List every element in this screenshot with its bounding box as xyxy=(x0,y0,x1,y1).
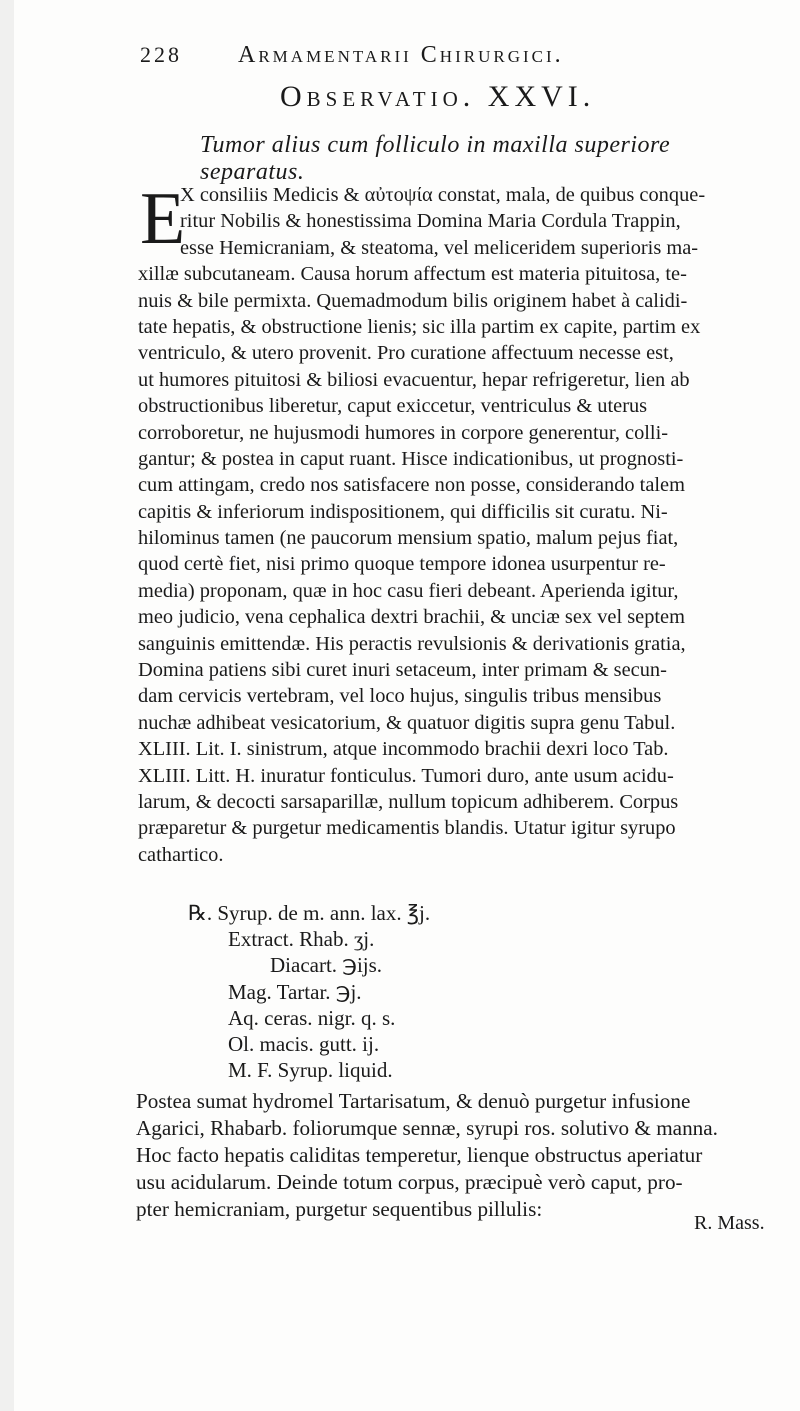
text-line: Postea sumat hydromel Tartarisatum, & denuò purgetur infusione xyxy=(136,1089,691,1113)
text-line: XLIII. Lit. I. sinistrum, atque incommodo brachii dexri loco Tab. xyxy=(138,738,669,761)
text-line: Agarici, Rhabarb. foliorumque sennæ, syrupi ros. solutivo & manna. xyxy=(136,1116,718,1140)
text-line: hilominus tamen (ne paucorum mensium spatio, malum pejus fiat, xyxy=(138,527,679,550)
text-line: Domina patiens sibi curet inuri setaceum, inter primam & secun- xyxy=(138,659,667,682)
text-line: quod certè fiet, nisi primo quoque tempore idonea usurpentur re- xyxy=(138,553,666,576)
text-line: pter hemicraniam, purgetur sequentibus pillulis: xyxy=(136,1197,543,1221)
text-line: corroboretur, ne hujusmodi humores in corpore generentur, colli- xyxy=(138,421,669,444)
text-line: esse Hemicraniam, & steatoma, vel meliceridem superioris ma- xyxy=(180,236,699,259)
text-line: tate hepatis, & obstructione lienis; sic illa partim ex capite, partim ex xyxy=(138,315,701,338)
page-number: 228 xyxy=(140,42,182,67)
running-title: Armamentarii Chirurgici. xyxy=(238,42,564,68)
recipe-line: Aq. ceras. nigr. q. s. xyxy=(228,1005,396,1030)
recipe-line: Diacart. ℈ijs. xyxy=(270,953,383,978)
text-line: meo judicio, vena cephalica dextri brachii, & unciæ sex vel septem xyxy=(138,606,685,629)
text-line: nuchæ adhibeat vesicatorium, & quatuor digitis supra genu Tabul. xyxy=(138,711,676,734)
observation-heading: Observatio. XXVI. xyxy=(280,80,596,113)
text-line: cum attingam, credo nos satisfacere non posse, considerando talem xyxy=(138,474,685,497)
text-line: cathartico. xyxy=(138,843,224,866)
text-line: Hoc facto hepatis caliditas temperetur, lienque obstructus aperiatur xyxy=(136,1143,703,1167)
text-line: nuis & bile permixta. Quemadmodum bilis originem habet à calidi- xyxy=(138,289,688,312)
text-line: XLIII. Litt. H. inuratur fonticulus. Tumori duro, ante usum acidu- xyxy=(138,764,674,787)
text-line: capitis & inferiorum indispositionem, qui difficilis sit curatu. Ni- xyxy=(138,500,668,523)
observation-subtitle: Tumor alius cum folliculo in maxilla superiore separatus. xyxy=(200,132,671,185)
page-edge-shadow xyxy=(0,0,14,1411)
recipe-line: ℞. Syrup. de m. ann. lax. ℥j. xyxy=(188,901,431,925)
text-line: obstructionibus liberetur, caput exiccetur, ventriculus & uterus xyxy=(138,395,648,418)
text-line: usu acidularum. Deinde totum corpus, præcipuè verò caput, pro- xyxy=(136,1170,683,1194)
drop-cap: E xyxy=(140,178,186,260)
text-line: ut humores pituitosi & biliosi evacuentur, hepar refrigeretur, lien ab xyxy=(138,368,690,391)
text-line: ventriculo, & utero provenit. Pro curatione affectuum necesse est, xyxy=(138,342,674,365)
catchword: R. Mass. xyxy=(694,1212,765,1234)
recipe-line: Extract. Rhab. ʒj. xyxy=(228,927,375,952)
prescription-block xyxy=(188,900,588,1083)
running-head xyxy=(140,42,780,76)
recipe-line: Mag. Tartar. ℈j. xyxy=(228,979,362,1004)
text-line: gantur; & postea in caput ruant. Hisce indicationibus, ut prognosti- xyxy=(138,447,684,470)
text-line: xillæ subcutaneam. Causa horum affectum est materia pituitosa, te- xyxy=(138,263,687,286)
recipe-line: Ol. macis. gutt. ij. xyxy=(228,1031,380,1056)
text-line: præparetur & purgetur medicamentis blandis. Utatur igitur syrupo xyxy=(138,817,676,840)
text-line: ritur Nobilis & honestissima Domina Maria Cordula Trappin, xyxy=(180,210,681,233)
text-line: sanguinis emittendæ. His peractis revulsionis & derivationis gratia, xyxy=(138,632,686,655)
closing-paragraph xyxy=(136,1088,796,1223)
text-line: media) proponam, quæ in hoc casu fieri debeant. Aperienda igitur, xyxy=(138,579,679,602)
text-line: larum, & decocti sarsaparillæ, nullum topicum adhiberem. Corpus xyxy=(138,790,679,813)
recipe-line: M. F. Syrup. liquid. xyxy=(228,1058,393,1083)
text-line: X consiliis Medicis & αὐτοψία constat, mala, de quibus conque- xyxy=(180,184,706,206)
body-paragraph xyxy=(138,178,794,868)
text-line: dam cervicis vertebram, vel loco hujus, singulis tribus mensibus xyxy=(138,685,662,708)
